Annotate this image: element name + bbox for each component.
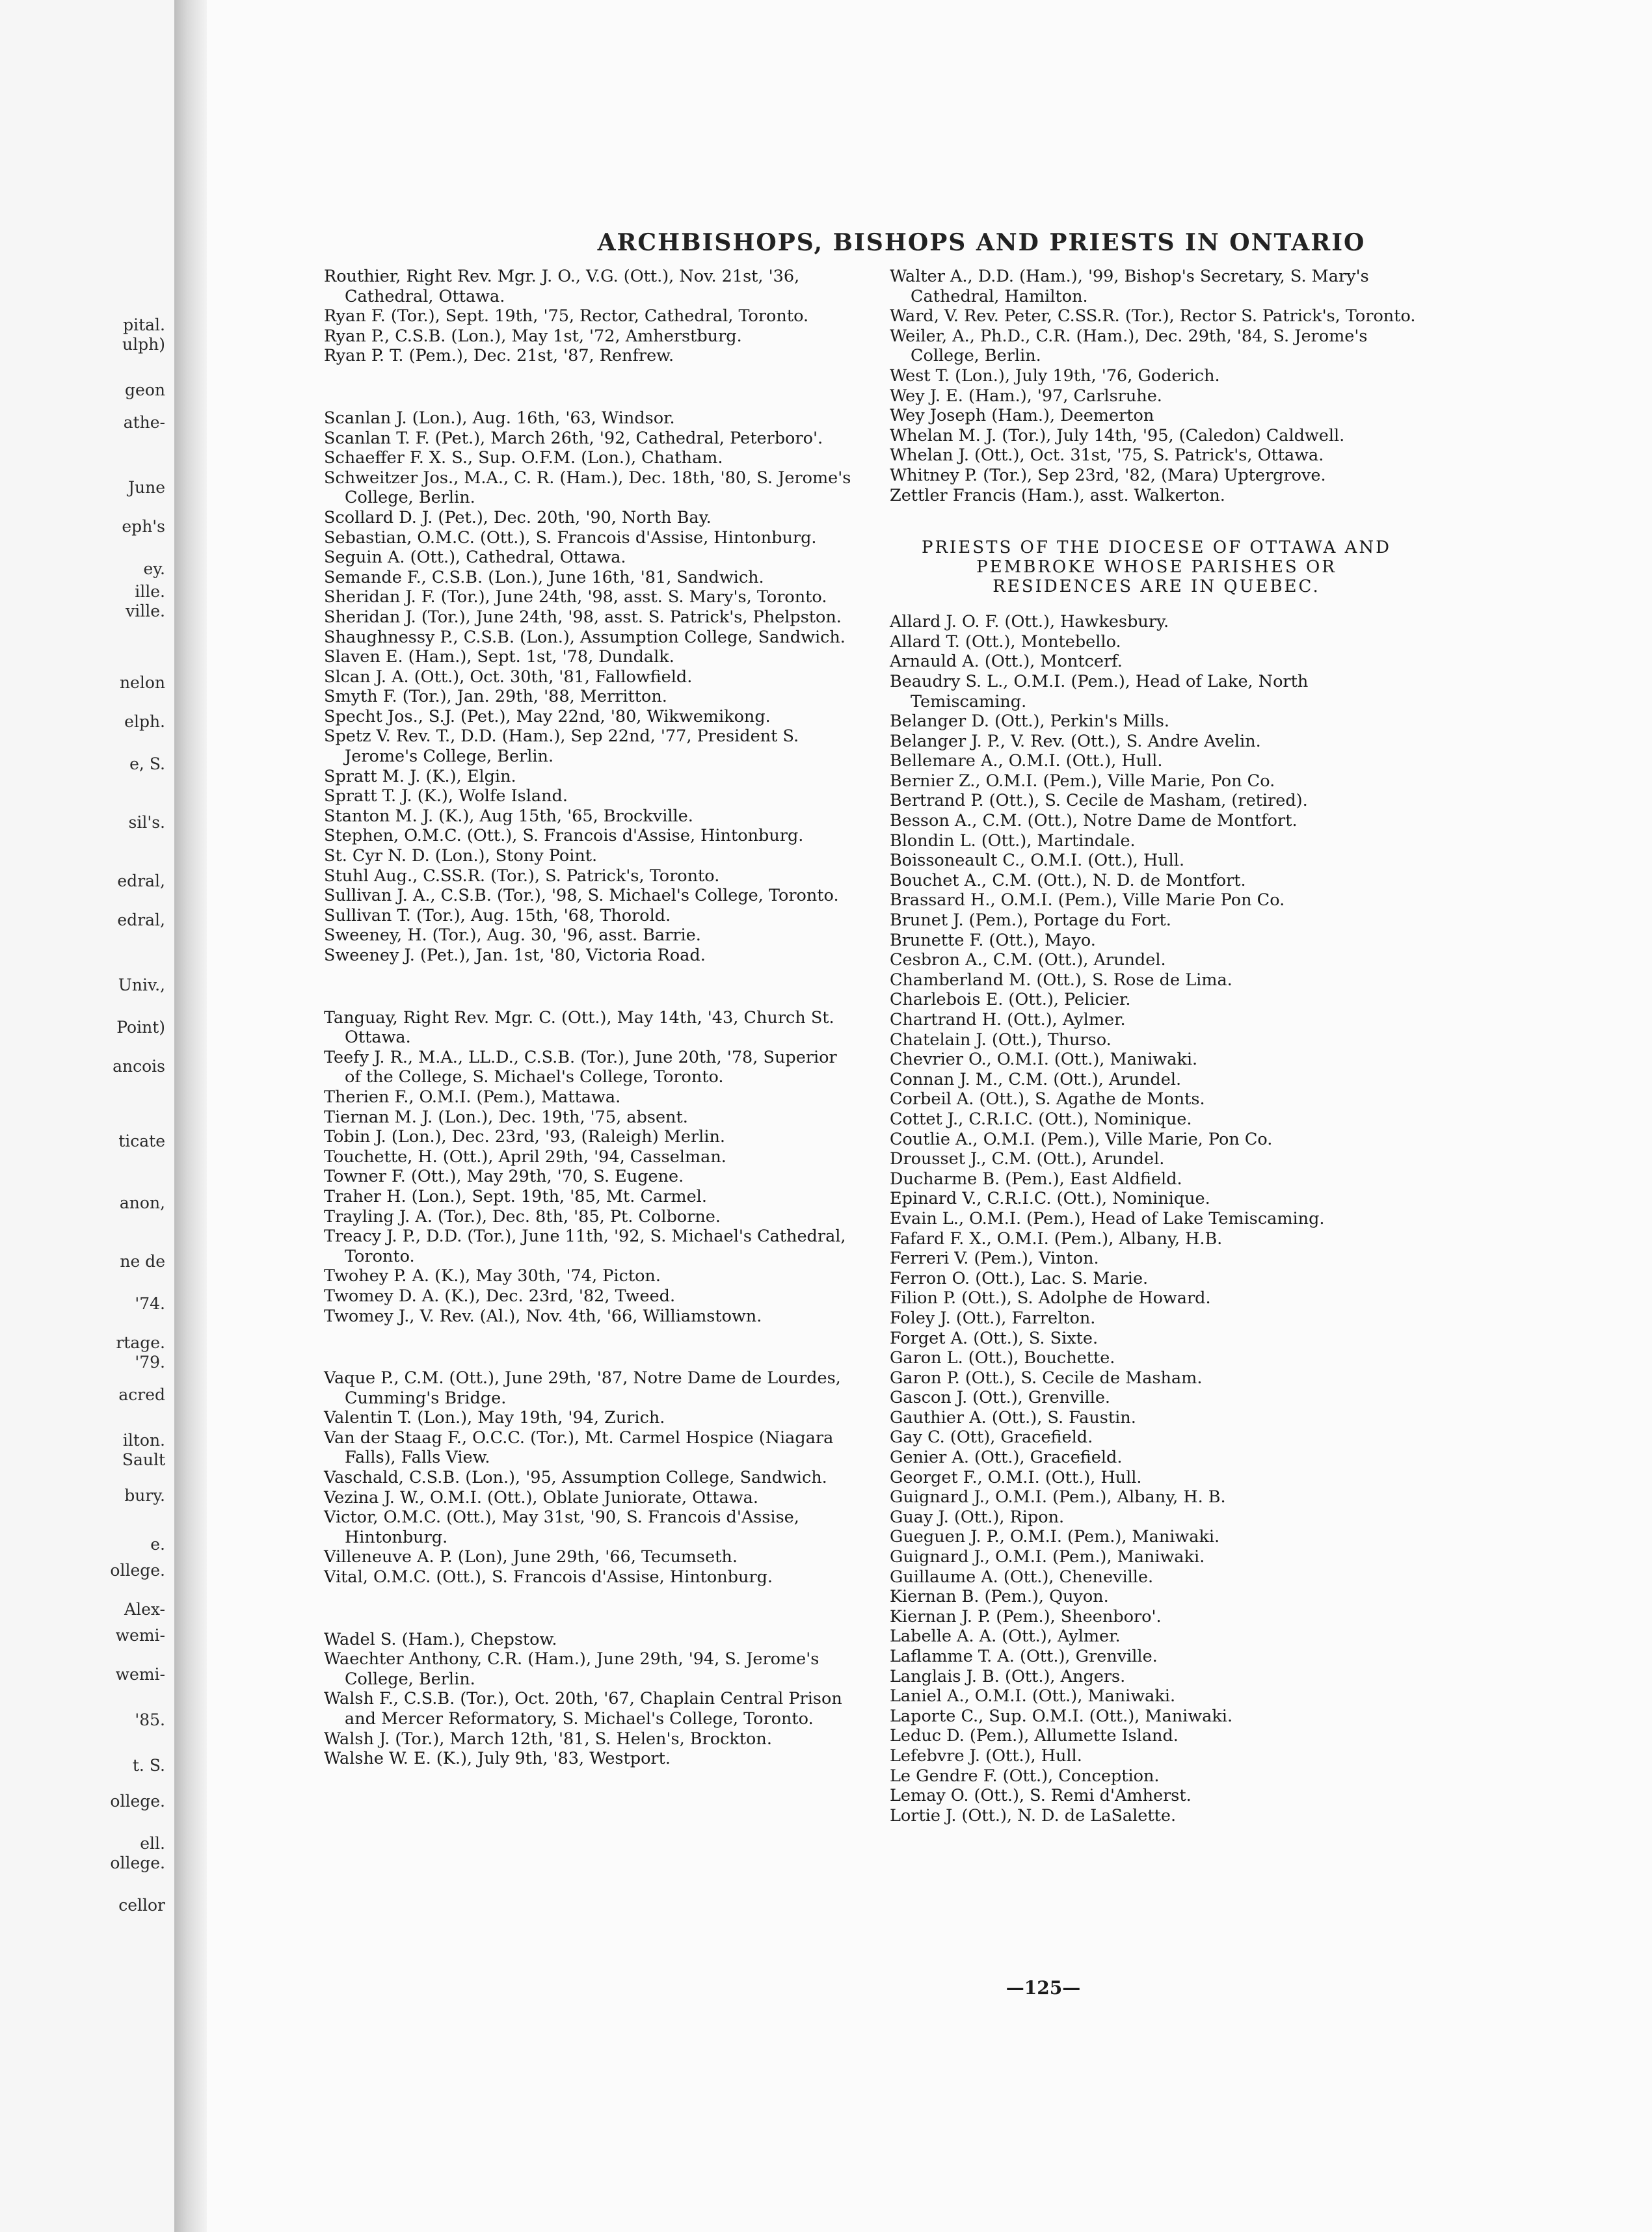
section-gap (324, 382, 857, 392)
directory-entry: Sheridan J. F. (Tor.), June 24th, '98, asst. S. Mary's, Toronto. (324, 587, 827, 607)
directory-entry: Whelan J. (Ott.), Oct. 31st, '75, S. Patrick's, Ottawa. (890, 445, 1324, 466)
facing-page-text-fragment: Sault (122, 1450, 165, 1469)
directory-entry: Kiernan B. (Pem.), Quyon. (890, 1587, 1109, 1607)
directory-entry: Foley J. (Ott.), Farrelton. (890, 1308, 1096, 1328)
directory-entry: Leduc D. (Pem.), Allumette Island. (890, 1726, 1179, 1746)
directory-entry: Bertrand P. (Ott.), S. Cecile de Masham, (retired). (890, 791, 1308, 811)
directory-entry: Teefy J. R., M.A., LL.D., C.S.B. (Tor.), June 20th, '78, Superior of the College, S. Michael's College, Toronto. (324, 1047, 837, 1087)
directory-entry: Touchette, H. (Ott.), April 29th, '94, Casselman. (324, 1147, 726, 1167)
directory-entry: Laflamme T. A. (Ott.), Grenville. (890, 1647, 1158, 1666)
directory-entry: Sweeney J. (Pet.), Jan. 1st, '80, Victoria Road. (324, 946, 706, 965)
directory-entry: Charlebois E. (Ott.), Pelicier. (890, 990, 1131, 1010)
directory-entry: Gueguen J. P., O.M.I. (Pem.), Maniwaki. (890, 1527, 1220, 1547)
directory-entry: Guignard J., O.M.I. (Pem.), Albany, H. B. (890, 1487, 1226, 1508)
directory-entry: Vaque P., C.M. (Ott.), June 29th, '87, Notre Dame de Lourdes, Cumming's Bridge. (324, 1368, 841, 1408)
directory-entry: Walter A., D.D. (Ham.), '99, Bishop's Secretary, S. Mary's Cathedral, Hamilton. (890, 267, 1369, 306)
directory-entry: Twomey J., V. Rev. (Al.), Nov. 4th, '66, Williamstown. (324, 1306, 762, 1326)
directory-entry: Spratt M. J. (K.), Elgin. (324, 766, 516, 786)
facing-page-text-fragment: geon (125, 380, 165, 399)
directory-entry: Epinard V., C.R.I.C. (Ott.), Nominique. (890, 1189, 1210, 1209)
directory-entry: Smyth F. (Tor.), Jan. 29th, '88, Merritton. (324, 687, 667, 707)
directory-entry: Ryan P. T. (Pem.), Dec. 21st, '87, Renfrew. (324, 346, 674, 366)
directory-entry: Sullivan J. A., C.S.B. (Tor.), '98, S. Michael's College, Toronto. (324, 886, 839, 906)
directory-page (207, 0, 1652, 2232)
directory-entry: Tiernan M. J. (Lon.), Dec. 19th, '75, absent. (324, 1107, 688, 1127)
facing-page-text-fragment: June (127, 478, 165, 497)
facing-page-text-fragment: ille. (135, 582, 165, 601)
facing-page-text-fragment: e. (150, 1535, 165, 1554)
facing-page-text-fragment: '79. (135, 1353, 165, 1372)
facing-page-text-fragment: ville. (126, 602, 165, 620)
directory-entry: Allard T. (Ott.), Montebello. (890, 631, 1121, 652)
facing-page-text-fragment: sil's. (128, 813, 165, 832)
directory-entry: Genier A. (Ott.), Gracefield. (890, 1448, 1123, 1468)
facing-page-text-fragment: ne de (120, 1252, 165, 1271)
directory-entry: Treacy J. P., D.D. (Tor.), June 11th, '92, S. Michael's Cathedral, Toronto. (324, 1227, 846, 1266)
directory-entry: Boissoneault C., O.M.I. (Ott.), Hull. (890, 851, 1185, 871)
quebec-section-heading: PRIESTS OF THE DIOCESE OF OTTAWA AND PEMBROKE WHOSE PARISHES OR RESIDENCES ARE IN QUEBEC. (921, 538, 1392, 597)
directory-entry: Forget A. (Ott.), S. Sixte. (890, 1328, 1099, 1348)
directory-entry: Stanton M. J. (K.), Aug 15th, '65, Brockville. (324, 806, 693, 826)
directory-entry: St. Cyr N. D. (Lon.), Stony Point. (324, 846, 598, 866)
facing-page-text-fragment: ticate (118, 1132, 165, 1150)
facing-page-text-fragment: e, S. (129, 754, 165, 773)
page-number: —125— (1006, 1977, 1081, 1999)
directory-entry: Sheridan J. (Tor.), June 24th, '98, asst. S. Patrick's, Phelpston. (324, 607, 842, 627)
facing-page-text-fragment: ell. (140, 1834, 165, 1853)
facing-page-text-fragment: Point) (116, 1018, 165, 1037)
section-gap (324, 1604, 857, 1613)
directory-entry: Labelle A. A. (Ott.), Aylmer. (890, 1627, 1121, 1647)
directory-entry: Ryan P., C.S.B. (Lon.), May 1st, '72, Amherstburg. (324, 326, 742, 346)
facing-page-text-fragment: anon, (119, 1193, 165, 1212)
directory-entry: Kiernan J. P. (Pem.), Sheenboro'. (890, 1606, 1162, 1627)
facing-page-text-fragment: elph. (124, 712, 165, 731)
directory-entry: Arnauld A. (Ott.), Montcerf. (890, 652, 1123, 672)
directory-entry: Tobin J. (Lon.), Dec. 23rd, '93, (Raleigh) Merlin. (324, 1127, 726, 1147)
directory-entry: Slcan J. A. (Ott.), Oct. 30th, '81, Fallowfield. (324, 667, 693, 687)
directory-entry: Tanguay, Right Rev. Mgr. C. (Ott.), May 14th, '43, Church St. Ottawa. (324, 1007, 834, 1048)
directory-entry: Wey Joseph (Ham.), Deemerton (890, 406, 1154, 426)
directory-entry: Scanlan J. (Lon.), Aug. 16th, '63, Windsor. (324, 408, 675, 428)
directory-entry: Drousset J., C.M. (Ott.), Arundel. (890, 1149, 1165, 1169)
directory-entry: Laniel A., O.M.I. (Ott.), Maniwaki. (890, 1686, 1176, 1707)
directory-entry: Corbeil A. (Ott.), S. Agathe de Monts. (890, 1089, 1205, 1109)
directory-entry: Van der Staag F., O.C.C. (Tor.), Mt. Carmel Hospice (Niagara Falls), Falls View. (324, 1428, 834, 1468)
section-gap (324, 982, 857, 991)
facing-page-text-fragment: Alex- (124, 1600, 165, 1619)
directory-entry: Coutlie A., O.M.I. (Pem.), Ville Marie, Pon Co. (890, 1129, 1273, 1149)
facing-page-text-fragment: Univ., (118, 976, 165, 994)
directory-entry: Traher H. (Lon.), Sept. 19th, '85, Mt. Carmel. (324, 1186, 707, 1206)
directory-entry: Guillaume A. (Ott.), Cheneville. (890, 1567, 1154, 1587)
directory-entry: Gascon J. (Ott.), Grenville. (890, 1388, 1111, 1408)
directory-entry: Walsh F., C.S.B. (Tor.), Oct. 20th, '67, Chaplain Central Prison and Mercer Reformatory, S. Michael's College, Toronto. (324, 1689, 842, 1729)
directory-entry: Schweitzer Jos., M.A., C. R. (Ham.), Dec. 18th, '80, S. Jerome's College, Berlin. (324, 468, 851, 508)
directory-entry: Weiler, A., Ph.D., C.R. (Ham.), Dec. 29th, '84, S. Jerome's College, Berlin. (890, 326, 1368, 366)
directory-entry: Scanlan T. F. (Pet.), March 26th, '92, Cathedral, Peterboro'. (324, 428, 823, 448)
directory-entry: Vital, O.M.C. (Ott.), S. Francois d'Assise, Hintonburg. (324, 1567, 773, 1588)
directory-entry: Connan J. M., C.M. (Ott.), Arundel. (890, 1069, 1182, 1089)
directory-entry: Spetz V. Rev. T., D.D. (Ham.), Sep 22nd, '77, President S. Jerome's College, Berlin. (324, 726, 799, 767)
directory-entry: Garon P. (Ott.), S. Cecile de Masham. (890, 1368, 1203, 1388)
directory-entry: Bellemare A., O.M.I. (Ott.), Hull. (890, 751, 1163, 771)
directory-entry: Brunette F. (Ott.), Mayo. (890, 930, 1096, 950)
directory-entry: Twohey P. A. (K.), May 30th, '74, Picton. (324, 1266, 661, 1286)
directory-entry: Gay C. (Ott), Gracefield. (890, 1428, 1093, 1448)
facing-page-text-fragment: ancois (113, 1057, 165, 1076)
directory-entry: Gauthier A. (Ott.), S. Faustin. (890, 1407, 1136, 1428)
directory-entry: Sullivan T. (Tor.), Aug. 15th, '68, Thorold. (324, 905, 671, 925)
directory-entry: Spratt T. J. (K.), Wolfe Island. (324, 786, 568, 806)
directory-entry: Wey J. E. (Ham.), '97, Carlsruhe. (890, 386, 1162, 406)
directory-entry: Seguin A. (Ott.), Cathedral, Ottawa. (324, 548, 626, 568)
directory-entry: Victor, O.M.C. (Ott.), May 31st, '90, S. Francois d'Assise, Hintonburg. (324, 1508, 799, 1547)
directory-entry: Besson A., C.M. (Ott.), Notre Dame de Montfort. (890, 811, 1298, 831)
facing-page-text-fragment: wemi- (115, 1626, 165, 1645)
facing-page-text-fragment: acred (118, 1385, 165, 1404)
directory-entry: Vaschald, C.S.B. (Lon.), '95, Assumption College, Sandwich. (324, 1468, 827, 1488)
directory-entry: Chamberland M. (Ott.), S. Rose de Lima. (890, 970, 1232, 990)
directory-entry: Vezina J. W., O.M.I. (Ott.), Oblate Juniorate, Ottawa. (324, 1487, 758, 1508)
directory-entry: Semande F., C.S.B. (Lon.), June 16th, '81, Sandwich. (324, 567, 764, 587)
directory-entry: Filion P. (Ott.), S. Adolphe de Howard. (890, 1288, 1211, 1309)
directory-entry: Walshe W. E. (K.), July 9th, '83, Westport. (324, 1749, 671, 1769)
directory-entry: Shaughnessy P., C.S.B. (Lon.), Assumption College, Sandwich. (324, 627, 846, 647)
directory-entry: Beaudry S. L., O.M.I. (Pem.), Head of Lake, North Temiscaming. (890, 671, 1309, 711)
directory-entry: Specht Jos., S.J. (Pet.), May 22nd, '80, Wikwemikong. (324, 706, 771, 726)
facing-page-text-fragment: bury. (124, 1486, 165, 1505)
right-column-entries-quebec (890, 612, 1423, 1826)
right-column-entries-top (890, 267, 1423, 505)
directory-entry: Chevrier O., O.M.I. (Ott.), Maniwaki. (890, 1050, 1198, 1070)
facing-page-text-fragment: nelon (119, 673, 165, 692)
facing-page-text-fragment: athe- (123, 413, 165, 432)
directory-entry: Blondin L. (Ott.), Martindale. (890, 830, 1136, 851)
directory-entry: Le Gendre F. (Ott.), Conception. (890, 1766, 1160, 1786)
directory-entry: Ferron O. (Ott.), Lac. S. Marie. (890, 1268, 1149, 1288)
directory-entry: Routhier, Right Rev. Mgr. J. O., V.G. (Ott.), Nov. 21st, '36, Cathedral, Ottawa. (324, 267, 800, 306)
directory-entry: Wadel S. (Ham.), Chepstow. (324, 1629, 557, 1649)
facing-page-text-fragment: rtage. (116, 1333, 165, 1352)
directory-entry: Evain L., O.M.I. (Pem.), Head of Lake Temiscaming. (890, 1208, 1325, 1229)
directory-entry: Chatelain J. (Ott.), Thurso. (890, 1030, 1112, 1050)
directory-entry: Brassard H., O.M.I. (Pem.), Ville Marie Pon Co. (890, 890, 1285, 910)
facing-page-text-fragment: ey. (143, 559, 165, 578)
directory-entry: Ducharme B. (Pem.), East Aldfield. (890, 1169, 1182, 1189)
directory-entry: Cottet J., C.R.I.C. (Ott.), Nominique. (890, 1109, 1192, 1129)
directory-entry: Whelan M. J. (Tor.), July 14th, '95, (Caledon) Caldwell. (890, 425, 1345, 445)
facing-page-text-fragment: '85. (135, 1710, 165, 1729)
left-column (324, 267, 857, 1769)
facing-page-edge (0, 0, 174, 2232)
directory-entry: Chartrand H. (Ott.), Aylmer. (890, 1010, 1126, 1030)
section-gap (324, 1343, 857, 1352)
directory-entry: Langlais J. B. (Ott.), Angers. (890, 1666, 1126, 1686)
facing-page-text-fragment: ilton. (122, 1431, 165, 1450)
directory-entry: Cesbron A., C.M. (Ott.), Arundel. (890, 950, 1166, 970)
directory-entry: Walsh J. (Tor.), March 12th, '81, S. Helen's, Brockton. (324, 1729, 772, 1749)
directory-entry: Waechter Anthony, C.R. (Ham.), June 29th, '94, S. Jerome's College, Berlin. (324, 1649, 819, 1689)
directory-entry: Lefebvre J. (Ott.), Hull. (890, 1746, 1082, 1766)
directory-entry: Scollard D. J. (Pet.), Dec. 20th, '90, North Bay. (324, 507, 712, 527)
facing-page-text-fragment: ollege. (110, 1561, 165, 1580)
facing-page-text-fragment: '74. (135, 1294, 165, 1313)
directory-entry: Schaeffer F. X. S., Sup. O.F.M. (Lon.), Chatham. (324, 448, 723, 468)
facing-page-text-fragment: edral, (117, 871, 165, 890)
directory-entry: Georget F., O.M.I. (Ott.), Hull. (890, 1467, 1142, 1487)
directory-entry: Stuhl Aug., C.SS.R. (Tor.), S. Patrick's, Toronto. (324, 866, 720, 886)
directory-entry: Ferreri V. (Pem.), Vinton. (890, 1249, 1099, 1269)
directory-entry: Trayling J. A. (Tor.), Dec. 8th, '85, Pt. Colborne. (324, 1206, 721, 1227)
directory-entry: Slaven E. (Ham.), Sept. 1st, '78, Dundalk. (324, 647, 674, 667)
directory-entry: Stephen, O.M.C. (Ott.), S. Francois d'Assise, Hintonburg. (324, 826, 804, 846)
directory-entry: Lortie J. (Ott.), N. D. de LaSalette. (890, 1805, 1177, 1826)
directory-entry: Therien F., O.M.I. (Pem.), Mattawa. (324, 1087, 621, 1107)
directory-entry: Belanger J. P., V. Rev. (Ott.), S. Andre Avelin. (890, 731, 1261, 751)
directory-entry: Sweeney, H. (Tor.), Aug. 30, '96, asst. Barrie. (324, 925, 701, 946)
directory-entry: Valentin T. (Lon.), May 19th, '94, Zurich. (324, 1408, 665, 1428)
directory-entry: Bouchet A., C.M. (Ott.), N. D. de Montfort. (890, 870, 1246, 890)
directory-entry: West T. (Lon.), July 19th, '76, Goderich. (890, 365, 1220, 386)
facing-page-text-fragment: ulph) (122, 335, 165, 354)
book-gutter (174, 0, 207, 2232)
facing-page-text-fragment: wemi- (115, 1665, 165, 1684)
directory-entry: Twomey D. A. (K.), Dec. 23rd, '82, Tweed. (324, 1286, 676, 1306)
facing-page-text-fragment: ollege. (110, 1792, 165, 1811)
directory-entry: Garon L. (Ott.), Bouchette. (890, 1348, 1115, 1368)
facing-page-text-fragment: t. S. (132, 1756, 165, 1775)
facing-page-text-fragment: eph's (122, 517, 165, 536)
directory-entry: Allard J. O. F. (Ott.), Hawkesbury. (890, 612, 1169, 632)
directory-entry: Whitney P. (Tor.), Sep 23rd, '82, (Mara) Uptergrove. (890, 465, 1326, 485)
directory-entry: Zettler Francis (Ham.), asst. Walkerton. (890, 485, 1225, 505)
directory-entry: Fafard F. X., O.M.I. (Pem.), Albany, H.B. (890, 1229, 1223, 1249)
facing-page-text-fragment: pital. (123, 315, 165, 334)
directory-entry: Guay J. (Ott.), Ripon. (890, 1507, 1065, 1527)
facing-page-text-fragment: edral, (117, 910, 165, 929)
directory-entry: Belanger D. (Ott.), Perkin's Mills. (890, 711, 1169, 732)
page-title: ARCHBISHOPS, BISHOPS AND PRIESTS IN ONTARIO (597, 229, 1366, 256)
directory-entry: Bernier Z., O.M.I. (Pem.), Ville Marie, Pon Co. (890, 771, 1275, 791)
right-column (890, 267, 1423, 1826)
directory-entry: Ward, V. Rev. Peter, C.SS.R. (Tor.), Rector S. Patrick's, Toronto. (890, 306, 1416, 326)
directory-entry: Villeneuve A. P. (Lon), June 29th, '66, Tecumseth. (324, 1547, 738, 1567)
directory-entry: Sebastian, O.M.C. (Ott.), S. Francois d'Assise, Hintonburg. (324, 527, 817, 548)
directory-entry: Laporte C., Sup. O.M.I. (Ott.), Maniwaki. (890, 1706, 1233, 1726)
facing-page-text-fragment: cellor (118, 1896, 165, 1915)
directory-entry: Towner F. (Ott.), May 29th, '70, S. Eugene. (324, 1167, 684, 1187)
directory-entry: Lemay O. (Ott.), S. Remi d'Amherst. (890, 1786, 1192, 1806)
directory-entry: Ryan F. (Tor.), Sept. 19th, '75, Rector, Cathedral, Toronto. (324, 306, 809, 326)
directory-entry: Brunet J. (Pem.), Portage du Fort. (890, 910, 1171, 931)
directory-entry: Guignard J., O.M.I. (Pem.), Maniwaki. (890, 1547, 1205, 1567)
facing-page-text-fragment: ollege. (110, 1853, 165, 1872)
